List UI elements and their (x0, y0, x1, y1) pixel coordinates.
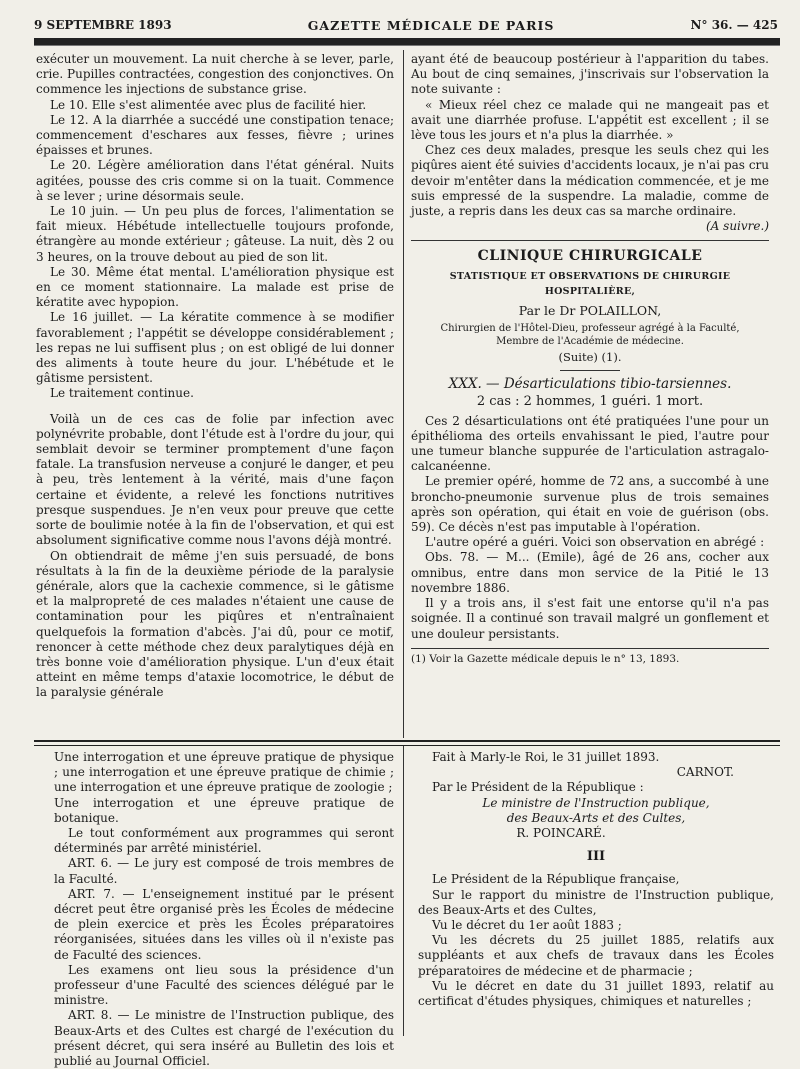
section-rule (411, 240, 769, 241)
left-top-column (36, 52, 394, 701)
paragraph: Une interrogation et une épreuve pratique de physique ; une interrogation et une épreuve pratique de chimie ; une interrogation et une épreuve pratique de zoologie ; (54, 750, 394, 795)
paragraph: ayant été de beaucoup postérieur à l'apparition du tabes. Au bout de cinq semaines, j'inscrivais sur l'observation la note suivante : (411, 52, 769, 97)
minister-line: Le ministre de l'Instruction publique, (482, 795, 710, 810)
paragraph: Le 30. Même état mental. L'amélioration physique est en ce moment stationnaire. La malade est prise de kératite avec hypopion. (36, 264, 394, 310)
case-stats: 2 cas : 2 hommes, 1 guéri. 1 mort. (476, 394, 704, 410)
paragraph: Sur le rapport du ministre de l'Instruction publique, des Beaux-Arts et des Cultes, (418, 887, 774, 917)
article: ART. 6. — Le jury est composé de trois membres de la Faculté. (54, 856, 394, 886)
article: ART. 8. — Le ministre de l'Instruction publique, des Beaux-Arts et des Cultes est chargé de l'exécution du présent décret, qui sera inséré au Bulletin des lois et publié au Journal Officiel. (54, 1008, 394, 1069)
short-rule (560, 370, 620, 371)
paragraph: Obs. 78. — M... (Emile), âgé de 26 ans, cocher aux omnibus, entre dans mon service de la Pitié le 13 novembre 1886. (411, 550, 769, 595)
paragraph: Chez ces deux malades, presque les seuls chez qui les piqûres aient été suivies d'accidents locaux, je n'ai pas cru devoir m'entêter dans la médication commencée, et je me suis empressé de la suspendre. La maladie, comme de juste, a repris dans les deux cas sa marche ordinaire. (411, 143, 769, 219)
suite-label: (Suite) (1). (558, 350, 622, 365)
article: ART. 7. — L'enseignement institué par le présent décret peut être organisé près les Écoles de médecine de plein exercice et près les Écoles préparatoires réorganisées, situées dans les villes où il n'existe pas de Faculté des sciences. (54, 886, 394, 962)
paragraph: Voilà un de ces cas de folie par infection avec polynévrite probable, dont l'étude est à l'ordre du jour, qui semblait devoir se terminer promptement d'une façon fatale. La transfusion nerveuse a conjuré le danger, et peu à peu, très lentement à la vérité, mais d'une façon certaine et évidente, a relevé les fonctions nutritives presque suspendues. Je n'en veux pour preuve que cette sorte de boulimie notée à la fin de l'observation, et qui est absolument significative comme nous l'avons déjà montré. (36, 411, 394, 548)
header-rule (34, 38, 780, 46)
paragraph: exécuter un mouvement. La nuit cherche à se lever, parle, crie. Pupilles contractées, congestion des conjonctives. On commence les injections de substance grise. (36, 52, 394, 97)
affiliation: Chirurgien de l'Hôtel-Dieu, professeur agrégé à la Faculté, (440, 323, 740, 335)
left-bottom-column (54, 750, 394, 1069)
paragraph: Le 16 juillet. — La kératite commence à se modifier favorablement ; l'appétit se développe considérablement ; les repas ne lui suffisent plus ; on est obligé de lui donner des aliments à toute heure du jour. L'hébétude et le gâtisme persistent. (36, 310, 394, 386)
paragraph: Une interrogation et une épreuve pratique de botanique. (54, 795, 394, 825)
paragraph: Vu les décrets du 25 juillet 1885, relatifs aux suppléants et aux chefs de travaux dans les Écoles préparatoires de médecine et de pharmacie ; (418, 933, 774, 978)
footnote: (1) Voir la Gazette médicale depuis le n° 13, 1893. (411, 648, 769, 667)
signature: CARNOT. (676, 765, 734, 780)
to-be-continued: (A suivre.) (706, 219, 769, 234)
paragraph: Le premier opéré, homme de 72 ans, a succombé à une broncho-pneumonie survenue plus de trois semaines après son opération, qui était en voie de guérison (obs. 59). Ce décès n'est pas imputable à l'opération. (411, 474, 769, 535)
paragraph: Le 12. A la diarrhée a succédé une constipation tenace; commencement d'eschares aux fesses, fièvre ; urines épaisses et brunes. (36, 112, 394, 158)
author: Par le Dr POLAILLON, (518, 303, 662, 319)
decree-place-date: Fait à Marly-le Roi, le 31 juillet 1893. (432, 750, 660, 764)
paragraph: Vu le décret en date du 31 juillet 1893, relatif au certificat d'études physiques, chimiques et naturelles ; (418, 978, 774, 1009)
article-title: XXX. — Désarticulations tibio-tarsiennes. (448, 376, 732, 393)
affiliation: Membre de l'Académie de médecine. (496, 336, 684, 348)
column-divider (403, 746, 404, 1036)
minister-name: R. POINCARÉ. (516, 826, 606, 841)
paragraph: Le traitement continue. (50, 386, 194, 401)
section-title: CLINIQUE CHIRURGICALE (477, 248, 703, 265)
right-bottom-column (418, 750, 774, 1009)
quote: « Mieux réel chez ce malade qui ne mangeait pas et avait une diarrhée profuse. L'appétit est excellent ; il se lève tous les jours et n'a plus la diarrhée. » (411, 97, 769, 143)
section-divider (34, 740, 780, 746)
column-divider (403, 50, 404, 738)
right-top-column (411, 52, 769, 667)
paragraph: Le 20. Légère amélioration dans l'état général. Nuits agitées, pousse des cris comme si on la tuait. Commence à se lever ; urine désormais seule. (36, 158, 394, 203)
paragraph: L'autre opéré a guéri. Voici son observation en abrégé : (425, 535, 765, 550)
header-date: 9 SEPTEMBRE 1893 (34, 18, 172, 32)
issue-number: N° 36. — 425 (690, 18, 778, 32)
paragraph: Le Président de la République française, (432, 872, 680, 887)
page-header (34, 16, 778, 34)
paragraph: On obtiendrait de même j'en suis persuadé, de bons résultats à la fin de la deuxième période de la paralysie générale, alors que la cachexie commence, si le gâtisme et la malpropreté de ces malades n'étaient une cause de contamination pour les piqûres et n'entraînaient quelquefois la formation d'abcès. J'ai dû, pour ce motif, renoncer à cette méthode chez deux paralytiques déjà en très bonne voie d'amélioration physique. L'un d'eux était atteint en même temps d'ataxie locomotrice, le début de la paralysie générale (36, 548, 394, 700)
paragraph: Le 10. Elle s'est alimentée avec plus de facilité hier. (50, 97, 367, 112)
paragraph: Par le Président de la République : (432, 780, 644, 795)
journal-title: GAZETTE MÉDICALE DE PARIS (307, 17, 555, 33)
paragraph: Le 10 juin. — Un peu plus de forces, l'alimentation se fait mieux. Hébétude intellectuelle toujours profonde, étrangère au monde extérieur ; gâteuse. La nuit, dès 2 ou 3 heures, on la trouve debout au pied de son lit. (36, 204, 394, 264)
paragraph: Vu le décret du 1er août 1883 ; (432, 918, 622, 933)
paragraph: Ces 2 désarticulations ont été pratiquées l'une pour un épithélioma des orteils envahissant le pied, l'autre pour une tumeur blanche suppurée de l'articulation astragalo-calcanéenne. (411, 413, 769, 474)
minister-line: des Beaux-Arts et des Cultes, (506, 810, 686, 825)
paragraph: Les examens ont lieu sous la présidence d'un professeur d'une Faculté des sciences délégué par le ministre. (54, 962, 394, 1008)
section-subtitle: STATISTIQUE ET OBSERVATIONS DE CHIRURGIE HOSPITALIÈRE, (449, 270, 731, 297)
paragraph: Il y a trois ans, il s'est fait une entorse qu'il n'a pas soignée. Il a continué son travail malgré un gonflement et une douleur persistants. (411, 596, 769, 641)
paragraph: Le tout conformément aux programmes qui seront déterminés par arrêté ministériel. (54, 826, 394, 856)
section-number: III (586, 849, 606, 865)
